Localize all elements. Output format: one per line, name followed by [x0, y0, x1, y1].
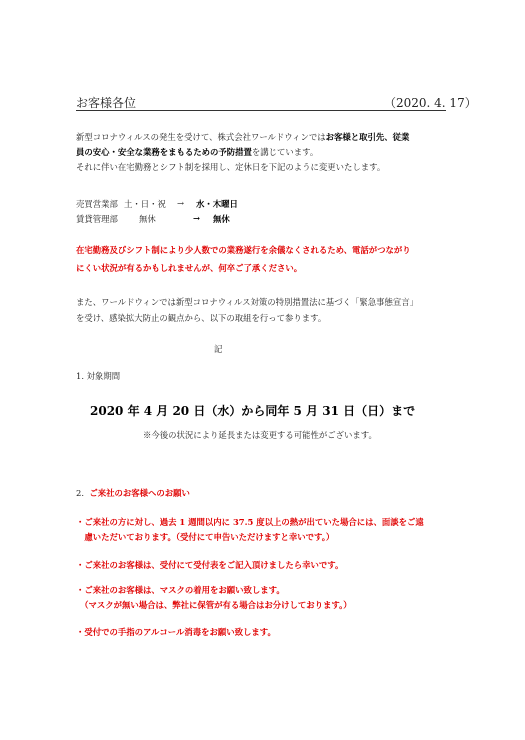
section-2-title: ご来社のお客様へのお願い: [89, 488, 190, 498]
period-note: ※今後の状況により延長または変更する可能性がございます。: [143, 430, 377, 440]
section-2-number: 2.: [76, 488, 84, 498]
intro-emphasis: 員の安心・安全な業務をまもるための予防措置: [76, 147, 252, 157]
schedule-dept: 売買営業部: [76, 199, 118, 209]
warning-line-2: にくい状況が有るかもしれませんが、何卒ご了承ください。: [76, 263, 303, 273]
target-period: 2020 年 4 月 20 日（水）から同年 5 月 31 日（日）まで: [90, 404, 416, 418]
notice-line-2: を受け、感染拡大防止の観点から、以下の取組を行って参ります。: [76, 313, 327, 323]
letter-date: （2020. 4. 17）: [384, 96, 477, 110]
bullet-item-cont: 慮いただいております。（受付にて申告いただけますと幸いです。）: [76, 532, 335, 542]
schedule-after: 無休: [213, 214, 230, 224]
schedule-after: 水・木曜日: [196, 199, 238, 209]
ki-marker: 記: [214, 344, 223, 354]
section-1-heading: 1. 対象期間: [76, 371, 121, 381]
schedule-before: 無休: [139, 214, 156, 224]
intro-line-2: [76, 145, 456, 160]
bullet-item: ・受付での手指のアルコール消毒をお願い致します。: [76, 627, 276, 637]
schedule-before: 土・日・祝: [124, 199, 166, 209]
bullet-item: ・ご来社の方に対し、過去 1 週間以内に 37.5 度以上の熱が出ていた場合には、面談をご遠: [76, 517, 424, 527]
intro-line-1: [76, 130, 456, 145]
intro-line-3: それに伴い在宅勤務とシフト制を採用し、定休日を下記のように変更いたします。: [76, 162, 386, 172]
section-2-heading: [76, 487, 190, 499]
intro-text: 新型コロナウィルスの発生を受けて、株式会社ワールドウィンでは: [76, 132, 326, 142]
notice-line-1: また、ワールドウィンでは新型コロナウィルス対策の特別措置法に基づく「緊急事態宣言」: [76, 297, 418, 307]
arrow-icon: →: [177, 198, 185, 208]
bullet-item-cont: （マスクが無い場合は、弊社に保管が有る場合はお分けしております。）: [76, 600, 352, 610]
intro-emphasis: お客様と取引先、従業: [325, 132, 410, 142]
warning-line-1: 在宅勤務及びシフト制により少人数での業務遂行を余儀なくされるため、電話がつながり: [76, 245, 411, 255]
bullet-item: ・ご来社のお客様は、マスクの着用をお願い致します。: [76, 585, 285, 595]
intro-text: を講じています。: [251, 147, 319, 157]
schedule-dept: 賃貸管理部: [76, 214, 118, 224]
bullet-item: ・ご来社のお客様は、受付にて受付表をご記入頂けましたら幸いです。: [76, 560, 344, 570]
letter-salutation: お客様各位: [76, 96, 137, 110]
arrow-icon: →: [193, 213, 201, 223]
